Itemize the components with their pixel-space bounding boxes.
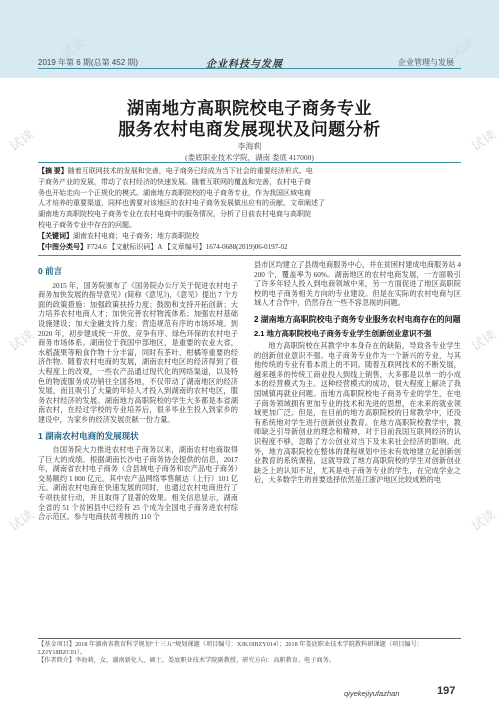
abstract-line (38, 221, 136, 230)
body-paragraph: 县市区均建立了县级电商服务中心，并在贫困村建成电商服务站 4 200 个，覆盖率为 60%。湖南地区的农村电商发展，一方面吸引了许多年轻人投入到电商领域中来，另一方面促进了地区高职院校的电子商务相关方向的专业建设。但是在实际的农村电商与区域人才合作中，仍然存在一些不容忽视的问题。 (254, 261, 461, 308)
journal-name: 企业科技与发展 (206, 59, 283, 70)
watermark: 试读 (447, 35, 478, 63)
article-title-line-2: 服务农村电商发展现状及问题分析 (118, 120, 381, 139)
watermark: 试读 (469, 327, 499, 355)
abstract-line (38, 243, 287, 252)
footer-site: qiyekejiyufazhan (344, 689, 400, 698)
abstract-line (38, 178, 311, 187)
section-label: 企业管理与发展 (398, 58, 454, 67)
footnote-author: 【作者简介】李海莉，女，湖南新化人，硕士，娄底职业技术学院副教授，研究方向：高职教育、电子商务。 (38, 657, 335, 664)
section-heading: 1 湖南农村电商的发展现状 (38, 430, 139, 441)
abstract-text: 湖南地方高职院校电子商务专业在农村电商中的服务情况，分析了目前农村电商与高职院 (38, 210, 311, 219)
section-heading: 2 湖南地方高职院校电子商务专业服务农村电商存在的问题 (254, 314, 461, 324)
abstract-text: 务也开始走向一个正规化的模式。湖南地方高职院校的电子商务专业，作为我国区域电商 (38, 188, 311, 197)
abstract-text: F724.6 【文献标识码】A 【文章编号】1674-0688(2019)06-0197-02 (87, 242, 288, 251)
subsection-heading: 2.1 地方高职院校电子商务专业学生创新创业意识不强 (254, 328, 432, 338)
abstract-text: 子商务产业的发展，带动了农村经济的快速发展。随着互联网的覆盖和完善，农村电子商 (38, 177, 311, 186)
abstract-line (38, 210, 311, 219)
page-number: 197 (437, 685, 456, 697)
affiliation: (娄底职业技术学院，湖南 娄底 417000) (185, 153, 314, 162)
abstract-box (38, 162, 461, 256)
body-paragraph: 2015 年，国务院颁布了《国务院办公厅关于促进农村电子商务加快发展的指导意见》(简称《意见》)，《意见》提出 7 个方面的政策措施：加强政策扶持力度；鼓励和支持开拓创新；大力培养农村电商人才；加快完善农村物流体系；加强农村基础设施建设；加大金融支持力度；营造规范有序的市场环境。到 2020 年，初步建成统一开放、竞争有序、绿色环保的农村电子商务市场体系。湖南位于我国中部地区，是重要的农业大省，水稻蔬果等粮食作物十分丰富，同时有茶叶、柑橘等重要的经济作物。随着农村电商的发展，湖南农村电区的经济得到了很大程度上的改观，一些农产品通过现代化的网络渠道，以及特色的物流服务成功销往全国各地，不仅带动了湖南地区的经济发展，而且吸引了大量的年轻人才投入到湖南的农村电区，服务农村经济的发展。湖南地方高职院校的学生大多都是本省湖南农村，在经过学校的专业培养后，很多毕业生投入到家乡的建设中，为家乡的经济发展贡献一份力量。 (38, 281, 238, 424)
abstract-line (38, 189, 311, 198)
watermark: 试读 (469, 507, 499, 535)
abstract-text: 人才培养的重要渠道，同样也需要对该地区的农村电子商务发展做出应有的贡献。文章阐述了 (38, 199, 325, 208)
author: 李海莉 (237, 142, 262, 151)
abstract-text: 湖南农村电商；电子商务；地方高职院校 (73, 231, 199, 240)
abstract-text: 校电子商务专业中存在的问题。 (38, 221, 136, 229)
abstract-line (38, 167, 313, 176)
abstract-label: 【摘 要】 (38, 167, 68, 175)
watermark: 试读 (59, 35, 90, 63)
body-paragraph: 地方高职院校在其教学中本身存在的缺陷，导致各专业学生的创新创业意识不强。电子商务专业作为一个新兴的专业，与其他传统的专业有着本质上的不同。随着互联网技术的不断发展，越来越多的传统工商业投入到线上销售，大多都是以单一的小成本的经营模式为主。这种经营模式的成功，很大程度上解决了我国城镇再就业问题。而地方高职院校电子商务专业的学生，在电子商务领域拥有更加专业的技术和先进的思想，在未来的就业领域更加广泛。但是，在目前的地方高职院校的日常教学中，还没有系统地对学生进行创新创业教育。在地方高职院校教学中，教师缺乏引导新创业的理念和精神，对于目前我国互联网经济的认识程度不够，忽略了方公创业对当下及未来社会经济的影响。此外，地方高职院校在整体的课程规划中还未有效地建立起创新创业教育的系统课程，这就导致了地方高职院校的学生对创新创业缺乏上的认知不足，尤其是电子商务专业的学生，在完成学业之后，大多数学生的首要选择依然是江浙沪地区比较成熟的电 (254, 341, 461, 485)
abstract-label: 【中图分类号】 (38, 242, 87, 251)
watermark: 试读 (7, 327, 38, 355)
abstract-line (38, 232, 199, 241)
article-title-line-1: 湖南地方高职院校电子商务专业 (127, 99, 372, 118)
body-paragraph: 自国务院大力推进农村电子商务以来，湖南农村电商取得了巨大的成绩。根据湖南长沙电子商务协会提供的信息，2017 年，湖南省农村电子商务（含县域电子商务和农产品电子商务）交易额约 1 800 亿元，其中农产品网络零售额达（上行）101 亿元。湖南农村电商在快速发展的同时，也通过农村电商进行了专项扶贫行动，并且取得了显著的效果。相关信息显示，湖南全省的 51 个贫困县中已经有 25 个成为全国电子商务进农村综合示范区。参与电商扶贫考核的 110 个 (38, 446, 238, 522)
issue-label: 2019 年第 6 期(总第 452 期) (38, 58, 139, 67)
footnote-funding: 【基金项目】2018 年湖南省教育科学规划“十三五”规划课题（项目编号：XJK18BZY014）；2018 年娄底职业技术学院教科研课题（项目编号：LZJY18BZC01）。 (38, 641, 423, 656)
abstract-line (38, 199, 325, 208)
left-column (38, 261, 238, 523)
section-heading: 0 前言 (38, 266, 63, 276)
abstract-text: 随着互联网技术的发展和完善，电子商务已经成为当下社会的重要经济形式。电 (67, 167, 313, 175)
watermark: 试读 (7, 507, 38, 535)
watermark: 试读 (469, 127, 499, 155)
right-column (254, 261, 461, 486)
footnote-rule (38, 638, 461, 639)
abstract-label: 【关键词】 (38, 231, 73, 240)
watermark: 试读 (7, 127, 38, 155)
